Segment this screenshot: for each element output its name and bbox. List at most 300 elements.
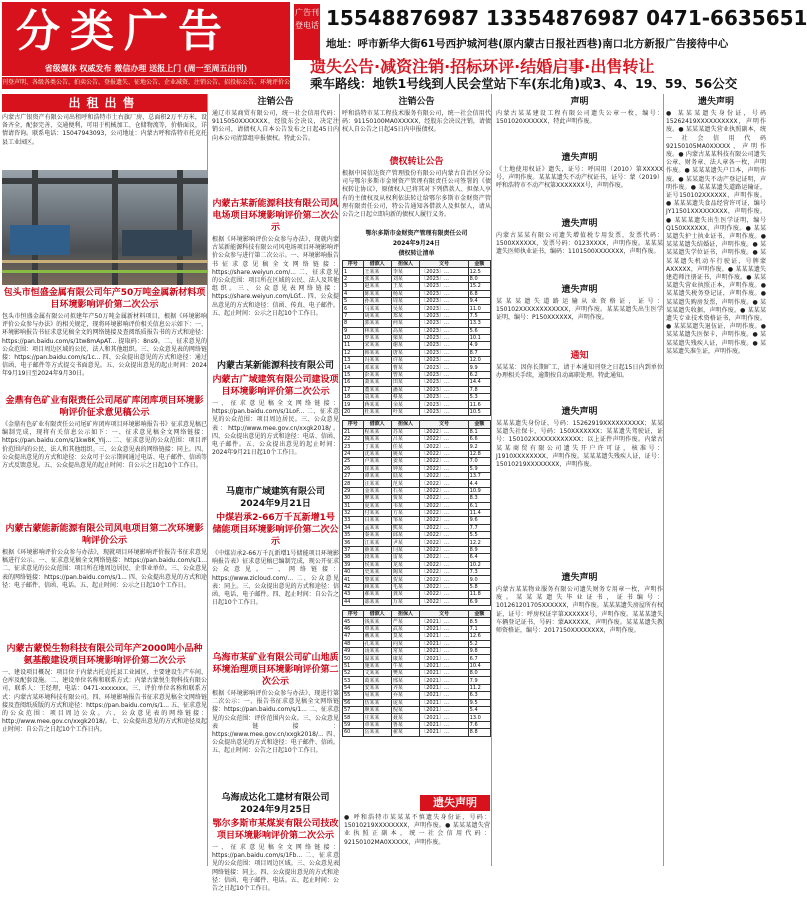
table-row	[343, 546, 491, 553]
table-cell: 4.9	[468, 342, 490, 349]
table-cell: 潘某	[391, 386, 419, 393]
table-cell: 田某	[391, 379, 419, 386]
table-header-cell: 序号	[343, 421, 364, 428]
table-cell: 章某某	[363, 721, 391, 728]
table-cell: 邢某	[391, 677, 419, 684]
table-row	[343, 357, 491, 364]
table-cell: 〔2023〕…	[420, 342, 468, 349]
slogan: 遗失公告·减资注销·招标环评·结婚启事·出售转让	[310, 57, 655, 76]
table-cell: 汤某某	[363, 647, 391, 654]
table-cell: 〔2022〕…	[420, 554, 468, 561]
table-cell: 51	[343, 662, 364, 669]
table-cell: 白某某	[363, 517, 391, 524]
table-cell: 万某	[391, 598, 419, 605]
table-cell: 11.0	[468, 305, 490, 312]
table-cell: 4.4	[468, 480, 490, 487]
table-row	[343, 480, 491, 487]
notice-body: 某某某：因你长期旷工，请于本通知刊登之日起15日内到单位办理相关手续，逾期按自动离职处理。特此通知。	[496, 364, 663, 380]
table-cell: 〔2021〕…	[420, 721, 468, 728]
table-cell: 12.5	[468, 268, 490, 275]
table-cell: 周某	[391, 297, 419, 304]
table-cell: 〔2021〕…	[420, 633, 468, 640]
notice-heading: 鄂尔多斯市某煤炭有限公司技改项目环境影响评价第二次公示	[212, 819, 339, 841]
table-row	[343, 707, 491, 714]
table-cell: 〔2021〕…	[420, 670, 468, 677]
table-cell: 〔2023〕…	[420, 394, 468, 401]
factory-photo	[2, 170, 207, 285]
table-cell: 5.2	[468, 640, 490, 647]
table-cell: 〔2022〕…	[420, 576, 468, 583]
table-cell: 〔2021〕…	[420, 707, 468, 714]
table-cell: 50	[343, 655, 364, 662]
table-cell: 薛某某	[363, 546, 391, 553]
debt-table-3	[342, 610, 491, 737]
table-cell: 贾某	[391, 495, 419, 502]
table-cell: 56	[343, 699, 364, 706]
table-cell: 韦某	[391, 502, 419, 509]
table-cell: 邵某某	[363, 598, 391, 605]
table-cell: 9.8	[468, 647, 490, 654]
table-row	[343, 401, 491, 408]
table-cell: 闫某	[391, 546, 419, 553]
debt-table-2	[342, 420, 491, 606]
table-cell: 龚某	[391, 591, 419, 598]
table-cell: 姚某	[391, 450, 419, 457]
table-cell: 7.5	[468, 312, 490, 319]
table-cell: 严某	[391, 618, 419, 625]
table-cell: 17	[343, 386, 364, 393]
table-cell: 郑某	[391, 312, 419, 319]
table-cell: 7.3	[468, 569, 490, 576]
table-cell: 5.3	[468, 394, 490, 401]
table-cell: 8	[343, 320, 364, 327]
table-row	[343, 714, 491, 721]
table-cell: 庄某某	[363, 714, 391, 721]
notice-heading: 内蒙古蒙能新能源有限公司风电项目第二次环境影响评价公示	[5, 524, 204, 546]
table-cell: 吴某	[391, 305, 419, 312]
table-cell: 13.0	[468, 714, 490, 721]
table-cell: 28	[343, 480, 364, 487]
table-header-cell: 担保人	[391, 261, 419, 268]
table-header-cell: 文号	[420, 261, 468, 268]
table-cell: 5.8	[468, 583, 490, 590]
table-row	[343, 591, 491, 598]
table-cell: 姜某	[391, 458, 419, 465]
table-cell: 〔2022〕…	[420, 546, 468, 553]
table-cell: 〔2021〕…	[420, 714, 468, 721]
table-row	[343, 495, 491, 502]
table-header-cell: 金额	[468, 421, 490, 428]
table-cell: 〔2022〕…	[420, 569, 468, 576]
table-cell: 5.4	[468, 707, 490, 714]
table-cell: 侯某某	[363, 561, 391, 568]
table-row	[343, 334, 491, 341]
notice-body: 通辽市某商贸有限公司，统一社会信用代码：9115050XXXXXXX，经股东会决议，决定注销公司，请债权人自本公告发布之日起45日内向本公司清算组申报债权。特此公告。	[212, 110, 339, 142]
table-cell: 9.2	[468, 443, 490, 450]
column-debt-transfer	[342, 94, 492, 866]
table-cell: 6.9	[468, 598, 490, 605]
table-cell: 10.2	[468, 561, 490, 568]
table-cell: 〔2022〕…	[420, 487, 468, 494]
table-cell: 吕某	[391, 435, 419, 442]
table-cell: 14	[343, 364, 364, 371]
notice-heading: 乌海市某矿业有限公司矿山地质环境治理项目环境影响评价第二次公示	[212, 653, 339, 687]
table-cell: 葛某某	[363, 677, 391, 684]
table-cell: 8.9	[468, 546, 490, 553]
table-cell: 15	[343, 371, 364, 378]
table-cell: 〔2023〕…	[420, 305, 468, 312]
table-cell: 12.6	[468, 633, 490, 640]
table-cell: 15.2	[468, 283, 490, 290]
table-cell: 34	[343, 524, 364, 531]
table-cell: 9.9	[468, 364, 490, 371]
table-cell: 韩某某	[363, 349, 391, 356]
table-cell: 郝某某	[363, 591, 391, 598]
table-cell: 〔2022〕…	[420, 480, 468, 487]
table-cell: 〔2023〕…	[420, 283, 468, 290]
table-cell: 孟某某	[363, 524, 391, 531]
table-cell: 马某某	[363, 305, 391, 312]
notice-heading: 声明	[570, 97, 589, 107]
table-cell: 11.8	[468, 591, 490, 598]
table-cell: 37	[343, 546, 364, 553]
table-cell: 10.5	[468, 408, 490, 415]
table-row	[343, 450, 491, 457]
table-cell: 33	[343, 517, 364, 524]
notice-heading: 中煤岩承2-66万千瓦新增1号储能项目环境影响评价第二次公示	[212, 513, 339, 547]
notice-body: 内蒙古某某物业服务有限公司遗失财务专用章一枚，声明作废。某某某遗失毕业证书，证书编号：101261201705XXXXXX，声明作废。某某某遗失房屋所有权证，证号：呼房权证字第XXXXXX号，声明作废。某某某遗失车辆登记证书，号码：蒙AXXXXX，声明作废。某某某遗失教师资格证，编号：2017150XXXXXXXX，声明作废。	[496, 586, 663, 635]
table-header-cell: 序号	[343, 610, 364, 617]
table-cell: 〔2021〕…	[420, 640, 468, 647]
table-cell: 8.8	[468, 729, 490, 736]
table-cell: 叶某	[391, 408, 419, 415]
table-cell: 夏某某	[363, 502, 391, 509]
table-cell: 付某某	[363, 509, 391, 516]
table-cell: 23	[343, 443, 364, 450]
table-cell: 40	[343, 569, 364, 576]
table-row	[343, 268, 491, 275]
table-row	[343, 677, 491, 684]
table-cell: 6.7	[468, 655, 490, 662]
table-cell: 〔2022〕…	[420, 532, 468, 539]
table-cell: 汪某某	[363, 480, 391, 487]
notice-heading: 注销公告	[398, 97, 435, 107]
column-rentals	[2, 94, 208, 866]
table-cell: 蔡某	[391, 394, 419, 401]
table-cell: 庞某	[391, 699, 419, 706]
table-cell: 11.4	[468, 509, 490, 516]
table-cell: 〔2023〕…	[420, 401, 468, 408]
notice-body: 某某某遗失身份证，号码：15262919XXXXXXXXXX；某某某遗失社保卡，号码：150XXXXXXX；某某遗失驾驶证，证号：150102XXXXXXXXXXXX；以上证件声明作废。内蒙古某某商贸有限公司遗失开户许可证，核准号：J1910XXXXXXXX，声明作废。某某某遗失残疾人证，证号：15010219XXXXXXXX，声明作废。	[496, 420, 663, 469]
table-row	[343, 569, 491, 576]
table-cell: 魏某某	[363, 435, 391, 442]
table-cell: 25	[343, 458, 364, 465]
table-cell: 〔2021〕…	[420, 684, 468, 691]
masthead-services: 刊登声明、各级各类公告、拍卖公告、登报遗失、征地公告、企业减资、注销公告、招投标公告、环境评价公示	[2, 77, 290, 89]
table-cell: 岳某某	[363, 729, 391, 736]
table-row	[343, 386, 491, 393]
table-cell: 彭某某	[363, 371, 391, 378]
table-cell: 〔2022〕…	[420, 517, 468, 524]
table-cell: 5.5	[468, 532, 490, 539]
table-cell: 鲁某	[391, 721, 419, 728]
table-cell: 牛某	[391, 662, 419, 669]
table-header-cell: 序号	[343, 261, 364, 268]
table-cell: 贺某	[391, 576, 419, 583]
notice-body: 内蒙古某某有限公司遗失增值税专用发票，发票代码：1500XXXXXX，发票号码：0123XXXX，声明作废。某某某遗失医师执业证书，编码：1101500XXXXXXX，声明作废。	[496, 232, 663, 256]
notice-heading: 遗失声明	[561, 285, 598, 295]
table-row	[343, 443, 491, 450]
table-cell: 安某某	[363, 684, 391, 691]
table-cell: 邱某	[391, 532, 419, 539]
table-cell: 16	[343, 379, 364, 386]
table-row	[343, 684, 491, 691]
table-cell: 胡某某	[363, 312, 391, 319]
table-cell: 9.4	[468, 297, 490, 304]
table-cell: 〔2023〕…	[420, 327, 468, 334]
table-cell: 5.6	[468, 327, 490, 334]
notice-date: 2024年9月24日	[392, 240, 441, 247]
table-cell: 20	[343, 408, 364, 415]
table-header-cell: 担保人	[391, 421, 419, 428]
table-cell: 沈某某	[363, 450, 391, 457]
table-cell: 萧某某	[363, 379, 391, 386]
table-header-cell: 借款人	[363, 261, 391, 268]
table-cell: 倪某	[391, 707, 419, 714]
table-row	[343, 305, 491, 312]
table-row	[343, 509, 491, 516]
table-cell: 59	[343, 721, 364, 728]
table-cell: 〔2022〕…	[420, 524, 468, 531]
table-cell: 36	[343, 539, 364, 546]
notice-heading: 金鼎有色矿业有限责任公司尾矿库闭库项目环境影响评价征求意见稿公示	[5, 396, 204, 418]
table-cell: 39	[343, 561, 364, 568]
table-cell: 49	[343, 647, 364, 654]
notice-heading: 包头市恒盛金属有限公司年产50万吨金属新材料项目环境影响评价第二次公示	[3, 288, 206, 310]
table-cell: 24	[343, 450, 364, 457]
table-cell: 陶某	[391, 569, 419, 576]
table-cell: 〔2022〕…	[420, 591, 468, 598]
notice-body: 《中煤岩承2-66万千瓦新增1号储能项目环境影响报告表》征求意见稿已编制完成，现公开征求公众意见。一、网络链接：https://www.zicloud.com/... 二、公众意见表：同上。三、公众提出意见的方式和途径：信函、电话、电子邮件。四、起止时间：自公告之日起10个工作日。	[212, 550, 339, 607]
notice-signature: 内蒙古某新能源科技有限公司	[216, 361, 334, 371]
table-row	[343, 721, 491, 728]
table-cell: 27	[343, 472, 364, 479]
table-cell: 6.8	[468, 290, 490, 297]
table-cell: 11	[343, 342, 364, 349]
table-cell: 58	[343, 714, 364, 721]
table-cell: 范某	[391, 480, 419, 487]
table-row	[343, 342, 491, 349]
table-row	[343, 297, 491, 304]
table-cell: 聂某	[391, 714, 419, 721]
table-cell: 赵某某	[363, 283, 391, 290]
notice-body: 呼和浩特市某工程技术服务有限公司，统一社会信用代码：91150100MA0XXXXX，经股东会决议注销，请债权人自公告之日起45日内申报债权。	[342, 110, 491, 134]
table-row	[343, 561, 491, 568]
table-cell: 7.8	[468, 386, 490, 393]
table-header-cell: 金额	[468, 261, 490, 268]
table-cell: 〔2021〕…	[420, 662, 468, 669]
notice-signature: 马鹿市广域建筑有限公司 2024年9月21日	[225, 487, 325, 509]
table-cell: 60	[343, 729, 364, 736]
table-cell: 6.3	[468, 692, 490, 699]
table-title: 债权转让清单	[398, 250, 435, 257]
table-row	[343, 487, 491, 494]
table-cell: 〔2022〕…	[420, 450, 468, 457]
table-cell: 5	[343, 297, 364, 304]
table-row	[343, 472, 491, 479]
table-cell: 钱某某	[363, 618, 391, 625]
table-cell: 13.7	[468, 472, 490, 479]
table-cell: 44	[343, 598, 364, 605]
table-cell: 〔2022〕…	[420, 561, 468, 568]
hotline-label: 广告刊登电话	[294, 4, 320, 60]
lost-notice-body: ● 呼和浩特市某某某不慎遗失身份证，号码：15010219XXXXXXXX，声明作废。● 某某某遗失营业执照正副本，统一社会信用代码：92150102MA0XXXXX，声明作废。	[344, 814, 490, 846]
table-cell: 〔2023〕…	[420, 275, 468, 282]
table-cell: 10	[343, 334, 364, 341]
table-cell: 31	[343, 502, 364, 509]
table-cell: 32	[343, 509, 364, 516]
table-cell: 6.1	[468, 502, 490, 509]
notice-heading: 注销公告	[257, 97, 294, 107]
table-row	[343, 655, 491, 662]
table-cell: 〔2022〕…	[420, 443, 468, 450]
table-cell: 〔2023〕…	[420, 349, 468, 356]
masthead	[2, 2, 290, 62]
table-cell: 〔2023〕…	[420, 386, 468, 393]
table-row	[343, 662, 491, 669]
table-cell: 46	[343, 625, 364, 632]
notice-body: 一、建设项目概况：项目位于内蒙古托克托县工业园区，主要建设生产车间、仓库及配套设施。二、建设单位名称和联系方式：内蒙古蒙悦生物科技有限公司，联系人：王经理，电话：0471-xxxxxxx。三、评价单位名称和联系方式：内蒙古某环境科技有限公司。四、环境影响报告书征求意见稿全文网络链接及查阅纸质版的方式和途径：https://pan.baidu.com/s/1... 五、征求意见的公众范围：项目周边公众。六、公众意见表的网络链接：http://www.mee.gov.cn/xxgk2018/。七、公众提出意见的方式和途径及起止时间：自公告之日起10个工作日内。	[2, 669, 207, 734]
table-row	[343, 290, 491, 297]
table-cell: 武某	[391, 625, 419, 632]
table-row	[343, 670, 491, 677]
table-cell: 董某某	[363, 386, 391, 393]
table-cell: 38	[343, 554, 364, 561]
rent-notice: 内蒙古广银资产有限公司出租呼和浩特市土右旗厂房，总面积2万平方米，设备齐全，配套完善，交通便利，可用于机械加工、仓储物流等，价格面议，详情请咨询。联系电话：15047943093，公司地址：内蒙古呼和浩特市托克托县工业园区。	[2, 114, 207, 146]
notice-body: 《金鼎有色矿业有限责任公司尾矿库闭库项目环境影响报告书》征求意见稿已编制完成，现将有关信息公示如下：一、征求意见稿全文网络链接：https://pan.baidu.com/s/1kw8K_YIj... 二、征求意见的公众范围：项目评价范围内的公民、法人和其他组织。三、公众意见表的网络链接：同上。四、公众提出意见的方式和途径：公众可于公示期间通过电话、电子邮件、信函等方式反馈意见。五、公众提出意见的起止时间：自公示之日起10个工作日。	[2, 421, 207, 470]
table-cell: 〔2022〕…	[420, 458, 468, 465]
table-cell: 43	[343, 591, 364, 598]
table-row	[343, 379, 491, 386]
masthead-subtitle: 省级媒体 权威发布 微信办理 送报上门 (周一至周五出刊)	[2, 62, 290, 76]
table-cell: 6.6	[468, 435, 490, 442]
table-cell: 江某某	[363, 539, 391, 546]
table-cell: 10.1	[468, 334, 490, 341]
table-cell: 9.0	[468, 576, 490, 583]
table-cell: 8.7	[468, 349, 490, 356]
table-cell: 11.6	[468, 401, 490, 408]
table-cell: 顾某某	[363, 583, 391, 590]
masthead-title: 分类广告	[16, 6, 232, 57]
table-cell: 〔2023〕…	[420, 297, 468, 304]
table-row	[343, 583, 491, 590]
notice-body: 一、征求意见稿全文网络链接：https://pan.baidu.com/s/1LoF... 二、征求意见的公众范围：项目周边居民。三、公众意见表：http://www.mee.gov.cn/xxgk2018/。四、公众提出意见的方式和途径：电话、信函、电子邮件。五、公众提出意见的起止时间：2024年9月21日起10个工作日。	[212, 400, 339, 457]
table-cell: 樊某	[391, 670, 419, 677]
table-row	[343, 408, 491, 415]
table-cell: 〔2022〕…	[420, 428, 468, 435]
table-cell: 12.8	[468, 450, 490, 457]
table-cell: 10.4	[468, 662, 490, 669]
table-cell: 〔2022〕…	[420, 502, 468, 509]
table-cell: 莫某	[391, 633, 419, 640]
table-cell: 邹某	[391, 517, 419, 524]
notice-body: ● 某某某遗失身份证，号码15262419XXXXXXXXXX，声明作废。● 某某某遗失营业执照副本，统一社会信用代码92150105MA0XXXXX，声明作废。● 内蒙古某某科技有限公司遗失公章、财务章、法人章各一枚，声明作废。● 某某某遗失户口本，声明作废。● 某某遗失不动产登记证明，声明作废。● 某某某遗失道路运输证，证号150102XXXXXX，声明作废。● 某某某遗失食品经营许可证，编号JY11501XXXXXXXXX，声明作废。● 某某某遗失出生医学证明，编号Q150XXXXXX，声明作废。● 某某某遗失护士执业证书，声明作废。● 某某某遗失结婚证，声明作废。● 某某某遗失学位证书，声明作废。● 某某某遗失机动车行驶证，号牌蒙AXXXXX，声明作废。● 某某某遗失建造师注册证书，声明作废。● 某某某遗失营业执照正本，声明作废。● 某某遗失税务登记证，声明作废。● 某某遗失购房发票，声明作废。● 某某某遗失收据，声明作废。● 某某某遗失专业技术资格证书，声明作废。● 某某某遗失退伍证，声明作废。● 某某某遗失医保卡，声明作废。● 某某某遗失残疾人证，声明作废。● 某某某遗失准生证，声明作废。	[666, 110, 766, 355]
table-row	[343, 517, 491, 524]
table-row	[343, 576, 491, 583]
table-cell: 1	[343, 268, 364, 275]
table-cell: 孙某某	[363, 297, 391, 304]
table-cell: 罗某某	[363, 334, 391, 341]
table-cell: 8.3	[468, 495, 490, 502]
table-cell: 9.5	[468, 699, 490, 706]
table-cell: 〔2021〕…	[420, 677, 468, 684]
table-cell: 〔2021〕…	[420, 647, 468, 654]
table-cell: 〔2023〕…	[420, 379, 468, 386]
table-cell: 22	[343, 435, 364, 442]
table-cell: 29	[343, 487, 364, 494]
table-cell: 6.4	[468, 554, 490, 561]
notice-heading: 遗失声明	[561, 407, 598, 417]
table-cell: 王某某	[363, 268, 391, 275]
table-cell: 41	[343, 576, 364, 583]
table-cell: 12.0	[468, 357, 490, 364]
table-cell: 冯某某	[363, 357, 391, 364]
table-cell: 2	[343, 275, 364, 282]
table-cell: 〔2022〕…	[420, 435, 468, 442]
table-row	[343, 532, 491, 539]
table-cell: 〔2022〕…	[420, 539, 468, 546]
table-row	[343, 647, 491, 654]
table-cell: 谢某	[391, 342, 419, 349]
header	[0, 0, 807, 92]
table-cell: 47	[343, 633, 364, 640]
table-cell: 谭某某	[363, 472, 391, 479]
table-cell: 〔2023〕…	[420, 357, 468, 364]
table-cell: 秦某某	[363, 532, 391, 539]
table-cell: 温某某	[363, 655, 391, 662]
table-cell: 〔2022〕…	[420, 583, 468, 590]
table-cell: 〔2023〕…	[420, 408, 468, 415]
column-cancellations	[212, 94, 340, 893]
table-cell: 〔2022〕…	[420, 465, 468, 472]
table-cell: 尹某	[391, 539, 419, 546]
table-cell: 廖某某	[363, 495, 391, 502]
notice-heading: 内蒙古某新能源科技有限公司风电场项目环境影响评价第二次公示	[212, 199, 339, 233]
table-cell: 张某某	[363, 275, 391, 282]
table-cell: 〔2021〕…	[420, 729, 468, 736]
table-cell: 齐某	[391, 684, 419, 691]
table-cell: 〔2021〕…	[420, 699, 468, 706]
notice-body: 内蒙古某某建设工程有限公司遗失公章一枚，编号：1501020XXXXXX，特此声明作废。	[496, 110, 663, 126]
table-cell: 孔某某	[363, 640, 391, 647]
table-cell: 35	[343, 532, 364, 539]
table-row	[343, 394, 491, 401]
table-cell: 〔2023〕…	[420, 364, 468, 371]
table-cell: 颜某某	[363, 707, 391, 714]
notice-heading: 遗失声明	[697, 97, 734, 107]
table-cell: 曾某	[391, 371, 419, 378]
table-cell: 李某	[391, 268, 419, 275]
table-cell: 郭某某	[363, 320, 391, 327]
table-row	[343, 465, 491, 472]
notice-heading: 内蒙古广域建筑有限公司建设项目环境影响评价第二次公示	[212, 375, 339, 397]
table-cell: 戴某某	[363, 633, 391, 640]
notice-heading: 遗失声明	[561, 219, 598, 229]
table-header-cell: 金额	[468, 610, 490, 617]
section-title-rentals: 出租出售	[2, 94, 207, 112]
table-cell: 王某	[391, 283, 419, 290]
table-cell: 熊某	[391, 524, 419, 531]
